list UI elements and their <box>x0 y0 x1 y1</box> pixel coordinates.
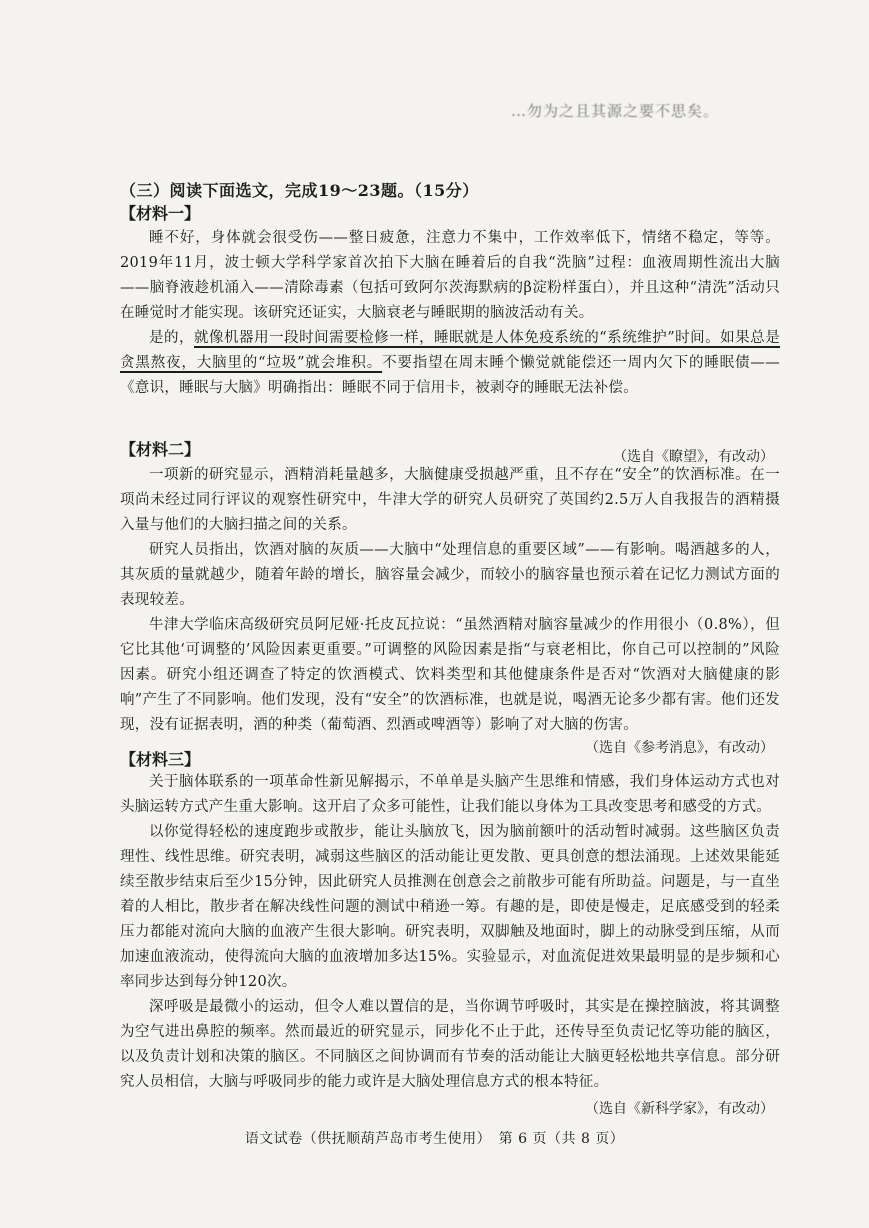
material3-paragraph-2: 以你觉得轻松的速度跑步或散步，能让头脑放飞，因为脑前额叶的活动暂时减弱。这些脑区负责理性、线性思维。研究表明，减弱这些脑区的活动能让更发散、更具创意的想法涌现。上述效果能延续至散步结束后至少15分钟，因此研究人员推测在创意会之前散步可能有所助益。问题是，与一直坐着的人相比，散步者在解决线性问题的测试中稍逊一筹。有趣的是，即使是慢走，足底感受到的轻柔压力都能对流向大脑的血液产生很大影响。研究表明，双脚触及地面时，脚上的动脉受到压缩，从而加速血液流动，使得流向大脑的血液增加多达15%。实验显示，对血流促进效果最明显的是步频和心率同步达到每分钟120次。 <box>120 824 780 990</box>
page-footer: 语文试卷（供抚顺葫芦岛市考生使用） 第 6 页（共 8 页） <box>244 1131 625 1147</box>
material1-body <box>120 226 780 401</box>
material3-body <box>120 770 780 1095</box>
material1-paragraph-2 <box>120 326 780 401</box>
material1-p2-start: 是的， <box>149 330 195 346</box>
material2-paragraph-1: 一项新的研究显示，酒精消耗量越多，大脑健康受损越严重，且不存在“安全”的饮酒标准。在一项尚未经过同行评议的观察性研究中，牛津大学的研究人员研究了英国约2.5万人自我报告的酒精摄入量与他们的大脑扫描之间的关系。 <box>120 467 780 533</box>
material1-title: 【材料一】 <box>120 204 201 223</box>
material3-paragraph-1: 关于脑体联系的一项革命性新见解揭示，不单单是头脑产生思维和情感，我们身体运动方式也对头脑运转方式产生重大影响。这开启了众多可能性，让我们能以身体为工具改变思考和感受的方式。 <box>120 774 780 815</box>
material2-paragraph-2: 研究人员指出，饮酒对脑的灰质——大脑中“处理信息的重要区域”——有影响。喝酒越多的人，其灰质的量就越少，随着年龄的增长，脑容量会减少，而较小的脑容量也预示着在记忆力测试方面的表现较差。 <box>120 542 780 608</box>
material1-underlined-sentence: 就像机器用一段时间需要检修一样，睡眠就是人体免疫系统的“系统维护”时间。如果总是贪黑熬夜，大脑里的“垃圾”就会堆积。 <box>120 330 780 371</box>
section-title: （三）阅读下面选文，完成19～23题。（15分） <box>120 181 479 200</box>
material3-paragraph-3: 深呼吸是最微小的运动，但令人难以置信的是，当你调节呼吸时，其实是在操控脑波，将其调整为空气进出鼻腔的频率。然而最近的研究显示，同步化不止于此，还传导至负责记忆等功能的脑区，以及负责计划和决策的脑区。不同脑区之间协调而有节奏的活动能让大脑更轻松地共享信息。部分研究人员相信，大脑与呼吸同步的能力或许是大脑处理信息方式的根本特征。 <box>120 999 780 1090</box>
material1-paragraph-1: 睡不好，身体就会很受伤——整日疲惫，注意力不集中，工作效率低下，情绪不稳定，等等。2019年11月，波士顿大学科学家首次拍下大脑在睡着后的自我“洗脑”过程：血液周期性流出大脑——脑脊液趁机涌入——清除毒素（包括可致阿尔茨海默病的β淀粉样蛋白），并且这种“清洗”活动只在睡觉时才能实现。该研究还证实，大脑衰老与睡眠期的脑波活动有关。 <box>120 230 780 321</box>
material1-source: （选自《瞭望》，有改动） <box>613 449 774 465</box>
material2-title: 【材料二】 <box>120 440 201 459</box>
cut-off-text-fragment: …勿为之且其源之要不思矣。 <box>510 102 719 120</box>
material2-paragraph-3: 牛津大学临床高级研究员阿尼娅·托皮瓦拉说：“虽然酒精对脑容量减少的作用很小（0.8%），但它比其他‘可调整的’风险因素更重要。”可调整的风险因素是指“与衰老相比，你自己可以控制的”风险因素。研究小组还调查了特定的饮酒模式、饮料类型和其他健康条件是否对“饮酒对大脑健康的影响”产生了不同影响。他们发现，没有“安全”的饮酒标准，也就是说，喝酒无论多少都有害。他们还发现，没有证据表明，酒的种类（葡萄酒、烈酒或啤酒等）影响了对大脑的伤害。 <box>120 617 780 733</box>
material3-title: 【材料三】 <box>120 750 201 769</box>
material3-source: （选自《新科学家》，有改动） <box>585 1101 774 1117</box>
material2-source: （选自《参考消息》，有改动） <box>585 740 774 756</box>
material2-body <box>120 463 780 738</box>
material1-p2-end: 不要指望在周末睡个懒觉就能偿还一周内欠下的睡眠债——《意识，睡眠与大脑》明确指出：睡眠不同于信用卡，被剥夺的睡眠无法补偿。 <box>120 355 780 396</box>
